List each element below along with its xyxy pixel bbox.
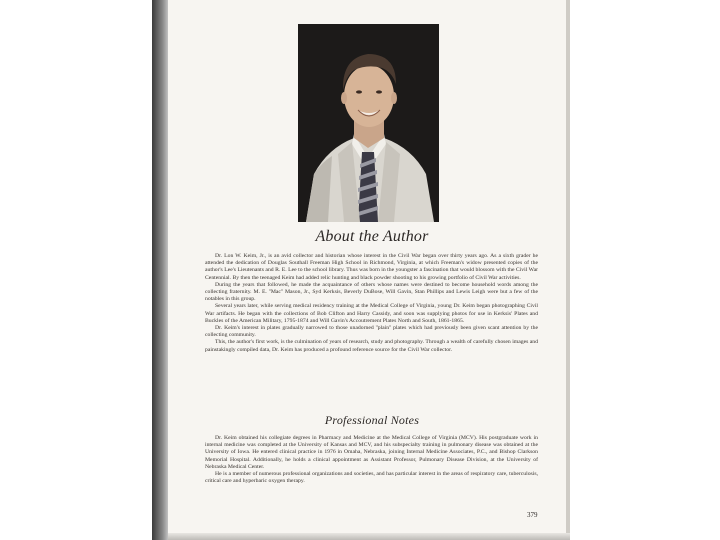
page-bottom-shadow — [168, 533, 570, 540]
about-the-author-heading: About the Author — [315, 228, 429, 245]
about-paragraph: Dr. Lon W. Keim, Jr., is an avid collector and historian whose interest in the Civil War began over thirty years ago. As a sixth grader he attended the dedication of Douglas Southall Freeman High School in Richmond, Virginia, at which Freeman's widow presented copies of the author's Lee's Lieutenants and R. E. Lee to the school library. Thus was born in the youngster a fascination that would blossom with the Civil War Centennial. By then the teenaged Keim had added relic hunting and black powder shooting to his growing portfolio of Civil War activities. — [205, 253, 538, 281]
page-edge — [566, 0, 570, 540]
author-portrait-photo — [298, 24, 439, 222]
page-number: 379 — [527, 511, 538, 519]
about-paragraph: During the years that followed, he made the acquaintance of others whose names were destined to become household words among the collecting fraternity. M. E. ''Mac'' Mason, Jr., Syd Kerksis, Beverly DuBose, Will Gavin, Stan Phillips and Lewis Leigh were but a few of the notables in this group. — [205, 281, 538, 303]
professional-notes-heading: Professional Notes — [324, 413, 420, 427]
about-paragraph: Several years later, while serving medical residency training at the Medical College of Virginia, young Dr. Keim began photographing Civil War artifacts. He began with the collections of Bob Clifton and Harry Cassidy, and soon was supplying photos for use in Kerksis' Plates and Buckles of the American Military, 1795-1874 and Will Gavin's Accoutrement Plates North and South, 1861-1865. — [205, 303, 538, 324]
about-body — [205, 253, 538, 354]
about-paragraph: Dr. Keim's interest in plates gradually narrowed to those unadorned ''plain'' plates which had previously been given scant attention by the collecting community. — [205, 325, 538, 339]
notes-body — [205, 435, 538, 485]
notes-paragraph: Dr. Keim obtained his collegiate degrees in Pharmacy and Medicine at the Medical College of Virginia (MCV). His postgraduate work in internal medicine was completed at the University of Kansas and MCV, and his subspecialty training in pulmonary disease was obtained at the University of Iowa. He entered clinical practice in 1976 in Omaha, Nebraska, joining Internal Medicine Associates, P.C., and Bishop Clarkson Memorial Hospital. Additionally, he holds a clinical appointment as Assistant Professor, Pulmonary Disease Division, at the University of Nebraska Medical Center. — [205, 435, 538, 470]
about-paragraph: This, the author's first work, is the culmination of years of research, study and photography. Through a wealth of carefully chosen images and painstakingly compiled data, Dr. Keim has produced a profound reference source for the Civil War collector. — [205, 339, 538, 353]
notes-paragraph: He is a member of numerous professional organizations and societies, and has particular interest in the areas of respiratory care, tuberculosis, critical care and hyperbaric oxygen therapy. — [205, 471, 538, 485]
